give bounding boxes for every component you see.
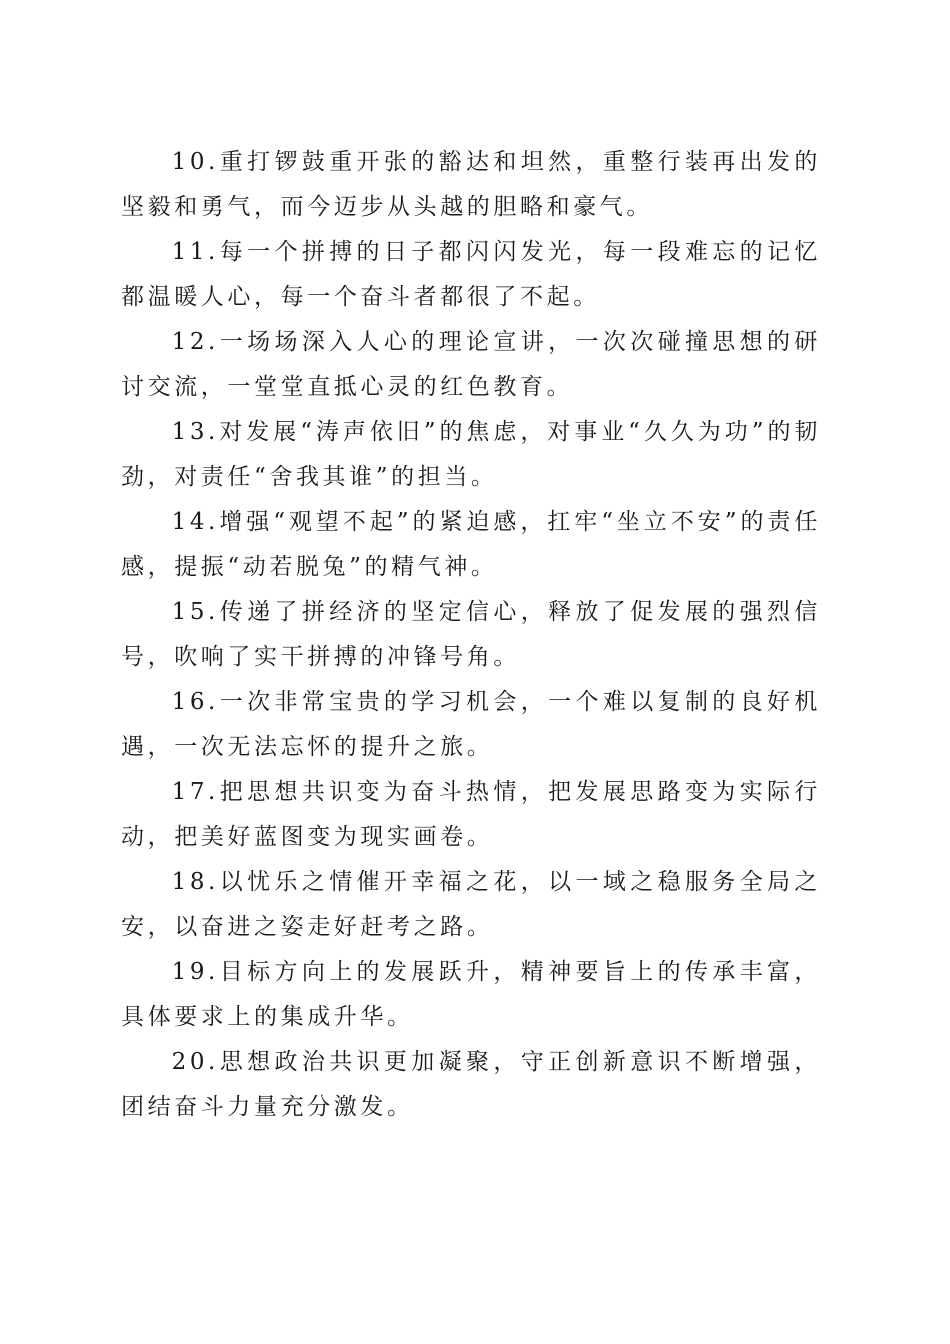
paragraph-13: 13.对发展“涛声依旧”的焦虑，对事业“久久为功”的韧劲，对责任“舍我其谁”的担当。 — [121, 419, 821, 490]
paragraph-16: 16.一次非常宝贵的学习机会，一个难以复制的良好机遇，一次无法忘怀的提升之旅。 — [121, 689, 821, 760]
paragraph-12: 12.一场场深入人心的理论宣讲，一次次碰撞思想的研讨交流，一堂堂直抵心灵的红色教育。 — [121, 329, 821, 400]
paragraph-14: 14.增强“观望不起”的紧迫感，扛牢“坐立不安”的责任感，提振“动若脱兔”的精气神。 — [121, 509, 821, 580]
paragraph-11: 11.每一个拼搏的日子都闪闪发光，每一段难忘的记忆都温暖人心，每一个奋斗者都很了不起。 — [121, 239, 821, 310]
paragraph-17: 17.把思想共识变为奋斗热情，把发展思路变为实际行动，把美好蓝图变为现实画卷。 — [121, 779, 821, 850]
document-body — [121, 140, 821, 1130]
paragraph-19: 19.目标方向上的发展跃升，精神要旨上的传承丰富，具体要求上的集成升华。 — [121, 959, 821, 1030]
paragraph-15: 15.传递了拼经济的坚定信心，释放了促发展的强烈信号，吹响了实干拼搏的冲锋号角。 — [121, 599, 821, 670]
paragraph-18: 18.以忧乐之情催开幸福之花，以一域之稳服务全局之安，以奋进之姿走好赶考之路。 — [121, 869, 821, 940]
paragraph-10: 10.重打锣鼓重开张的豁达和坦然，重整行装再出发的坚毅和勇气，而今迈步从头越的胆略和豪气。 — [121, 149, 821, 220]
paragraph-20: 20.思想政治共识更加凝聚，守正创新意识不断增强，团结奋斗力量充分激发。 — [121, 1049, 821, 1120]
